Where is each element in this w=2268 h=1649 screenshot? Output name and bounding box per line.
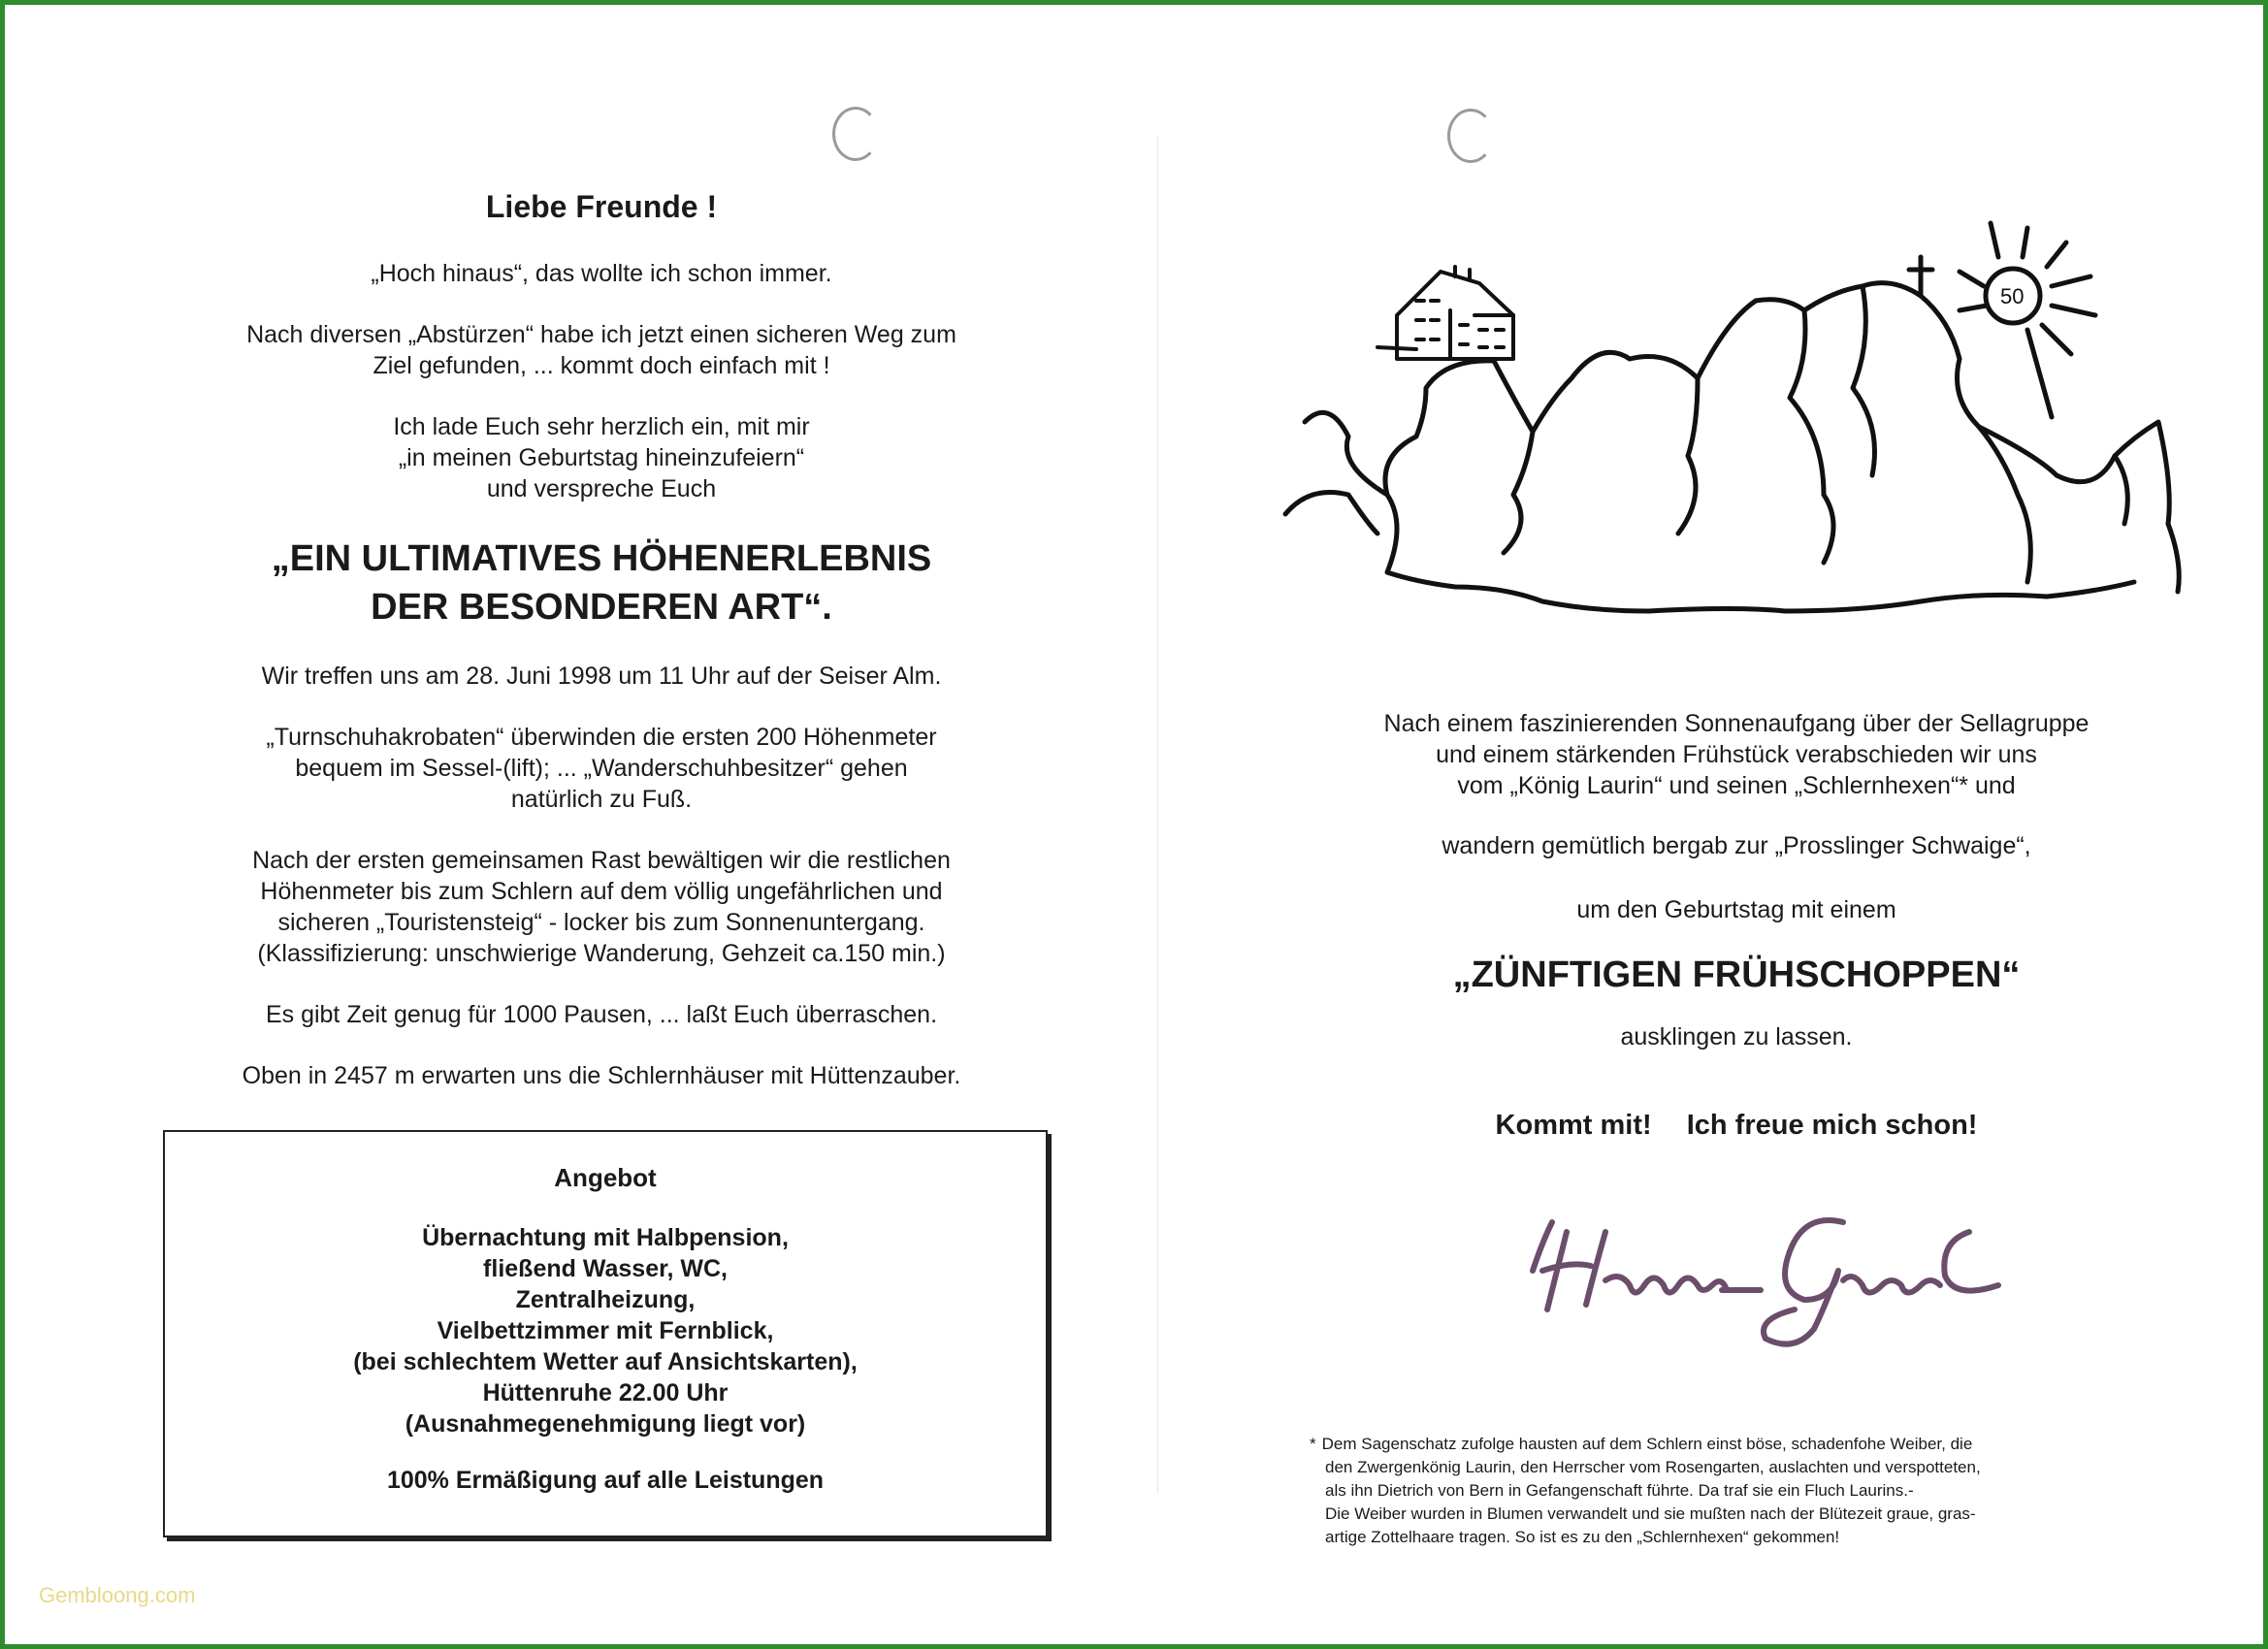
paragraph-finish: ausklingen zu lassen. (1620, 1023, 1853, 1051)
footnote-marker: * (1310, 1435, 1316, 1453)
offer-line: fließend Wasser, WC, (483, 1255, 728, 1282)
rock-line (1853, 286, 1875, 475)
rock-line (1385, 361, 1533, 553)
closing-come-along: Kommt mit! (1495, 1110, 1652, 1141)
footnote-text: Dem Sagenschatz zufolge hausten auf dem Schlern einst böse, schadenfohe Weiber, die (1321, 1435, 1973, 1453)
offer-box (163, 1130, 1048, 1537)
rock-line (1285, 493, 1377, 534)
headline-line: DER BESONDEREN ART“. (371, 587, 832, 628)
greeting: Liebe Freunde ! (485, 189, 718, 224)
line: Nach der ersten gemeinsamen Rast bewältigen wir die restlichen (252, 847, 951, 874)
line: und verspreche Euch (486, 475, 717, 502)
offer-line: Vielbettzimmer mit Fernblick, (437, 1317, 774, 1344)
rock-line (1979, 422, 2179, 592)
footnote-line: den Zwergenkönig Laurin, den Herrscher vom Rosengarten, auslachten und verspotteten, (1325, 1458, 1981, 1476)
footnote-line: Die Weiber wurden in Blumen verwandelt und sie mußten nach der Blütezeit graue, gras- (1325, 1504, 1976, 1523)
line: Ziel gefunden, ... kommt doch einfach mit ! (373, 352, 830, 379)
fold-line (1157, 136, 1158, 1494)
line: Nach diversen „Abstürzen“ habe ich jetzt einen sicheren Weg zum (246, 321, 956, 348)
line: natürlich zu Fuß. (510, 786, 693, 813)
signature (1513, 1193, 2037, 1348)
rock-line (1698, 300, 1833, 563)
hut-icon (1377, 267, 1513, 359)
paragraph-birthday: um den Geburtstag mit einem (1576, 896, 1896, 923)
right-page (1285, 708, 2187, 1142)
closing (1285, 1110, 2187, 1142)
mountain-illustration (1280, 204, 2192, 669)
offer-line: Zentralheizung, (515, 1286, 696, 1313)
paragraph-pauses: Es gibt Zeit genug für 1000 Pausen, ... laßt Euch überraschen. (265, 1001, 938, 1028)
rock-line (2115, 456, 2127, 524)
line: „Turnschuhakrobaten“ überwinden die ersten 200 Höhenmeter (266, 724, 937, 751)
line: vom „König Laurin“ und seinen „Schlernhexen“* und (1457, 772, 2016, 799)
paragraph-invitation (146, 411, 1057, 504)
paragraph-sunrise (1285, 708, 2187, 801)
footnote-line (1310, 1433, 2163, 1456)
line: bequem im Sessel-(lift); ... „Wanderschuhbesitzer“ gehen (295, 755, 908, 782)
headline-line: „EIN ULTIMATIVES HÖHENERLEBNIS (271, 538, 932, 579)
left-page (146, 184, 1057, 1121)
paragraph-hike (146, 845, 1057, 969)
punch-hole-right (1447, 109, 1494, 163)
paragraph-huts: Oben in 2457 m erwarten uns die Schlernhäuser mit Hüttenzauber. (242, 1062, 961, 1089)
line: Nach einem faszinierenden Sonnenaufgang über der Sellagruppe (1383, 710, 2090, 737)
sun-icon (1960, 223, 2095, 417)
offer-discount: 100% Ermäßigung auf alle Leistungen (386, 1467, 825, 1494)
sun-label: 50 (2000, 284, 2025, 308)
paragraph-descent: wandern gemütlich bergab zur „Prosslinger Schwaige“, (1442, 832, 2031, 859)
rock-line (1533, 352, 1698, 534)
footnote-line: als ihn Dietrich von Bern in Gefangenschaft führte. Da traf sie ein Fluch Laurins.- (1325, 1481, 1914, 1500)
offer-line: Übernachtung mit Halbpension, (422, 1224, 789, 1251)
intro-paragraph: „Hoch hinaus“, das wollte ich schon immer. (371, 260, 832, 287)
punch-hole-left (832, 107, 879, 161)
offer-line: Hüttenruhe 22.00 Uhr (482, 1379, 729, 1406)
paragraph-ascent (146, 722, 1057, 815)
line: Ich lade Euch sehr herzlich ein, mit mir (393, 413, 810, 440)
line: und einem stärkenden Frühstück verabschieden wir uns (1436, 741, 2037, 768)
line: Höhenmeter bis zum Schlern auf dem völlig ungefährlichen und (260, 878, 943, 905)
line: sicheren „Touristensteig“ - locker bis zum Sonnenuntergang. (277, 909, 925, 936)
headline (146, 534, 1057, 631)
rock-line (1804, 283, 2030, 582)
paragraph-path (146, 319, 1057, 381)
line: „in meinen Geburtstag hineinzufeiern“ (398, 444, 805, 471)
meeting-info: Wir treffen uns am 28. Juni 1998 um 11 Uhr auf der Seiser Alm. (261, 663, 942, 690)
headline-fruehschoppen: „ZÜNFTIGEN FRÜHSCHOPPEN“ (1452, 954, 2021, 995)
closing-looking-forward: Ich freue mich schon! (1686, 1110, 1978, 1141)
line: (Klassifizierung: unschwierige Wanderung, Gehzeit ca.150 min.) (257, 940, 946, 967)
offer-line: (Ausnahmegenehmigung liegt vor) (405, 1410, 806, 1438)
offer-line: (bei schlechtem Wetter auf Ansichtskarten), (353, 1348, 858, 1375)
watermark: Gembloong.com (39, 1583, 196, 1607)
footnote (1310, 1433, 2163, 1549)
footnote-line: artige Zottelhaare tragen. So ist es zu den „Schlernhexen“ gekommen! (1325, 1528, 1840, 1546)
offer-title: Angebot (554, 1163, 657, 1192)
